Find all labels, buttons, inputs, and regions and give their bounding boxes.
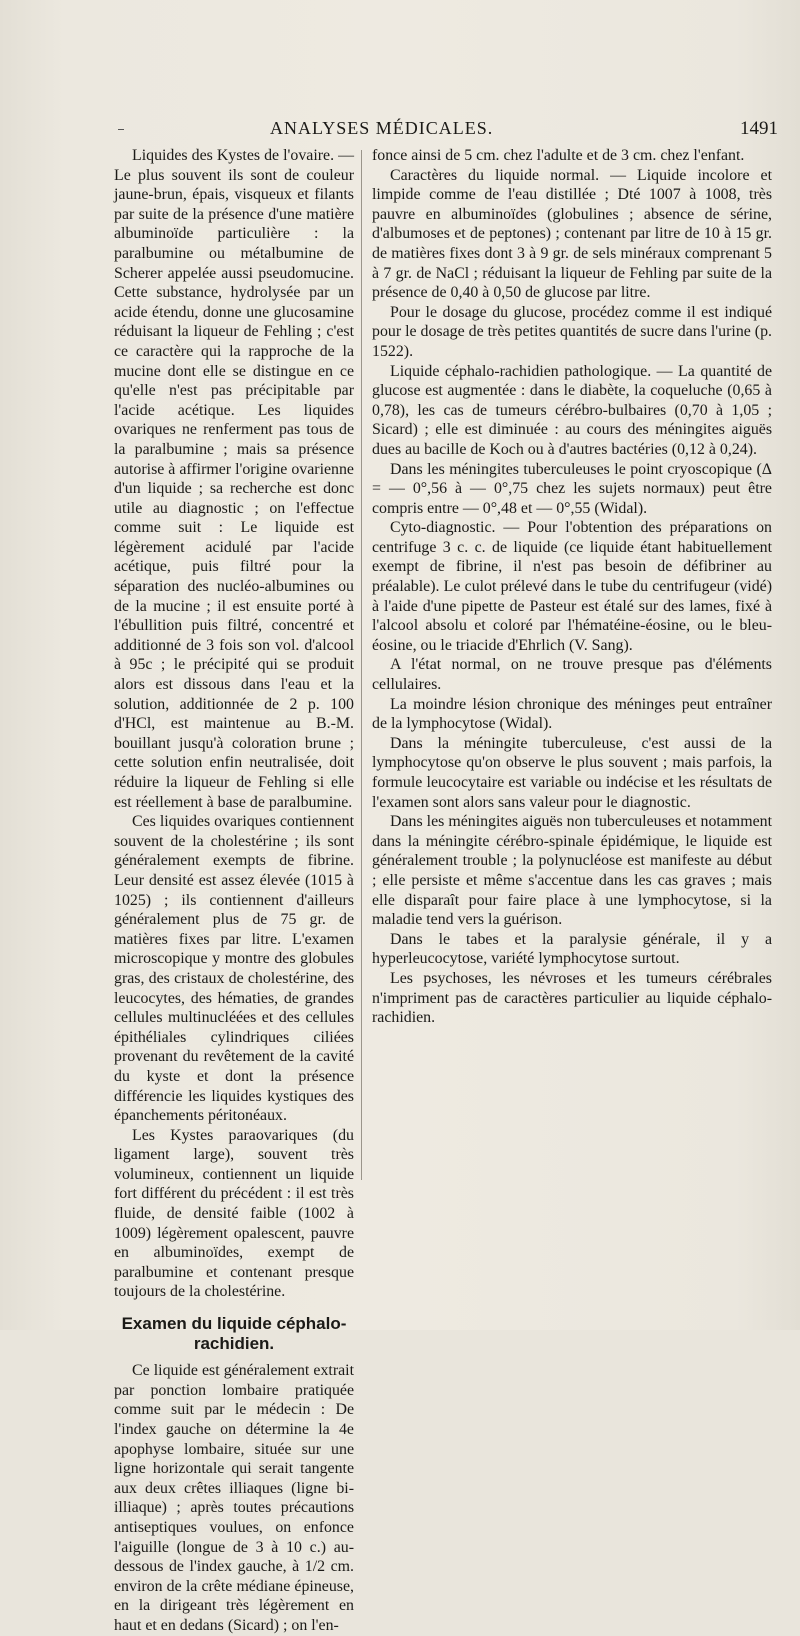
paragraph-psychoses: Les psychoses, les névroses et les tumeurs cérébrales n'impriment pas de caractères particulier au liquide céphalo-rachidien. [372, 969, 772, 1027]
section-heading: Examen du liquide céphalo-rachidien. [121, 1314, 347, 1353]
paragraph-tuberculous-meningitis: Dans la méningite tuberculeuse, c'est aussi de la lymphocytose qu'on observe le plus souvent ; mais parfois, la formule leucocytaire est variable ou indécise et les résultats de l'examen sont alors sans valeur pour le diagnostic. [372, 734, 772, 811]
paragraph-glucose-dosage: Pour le dosage du glucose, procédez comme il est indiqué pour le dosage de très petites quantités de sucre dans l'urine (p. 1522). [372, 303, 773, 360]
paragraph-acute-meningitis: Dans les méningites aiguës non tuberculeuses et notamment dans la méningite cérébro-spinale épidémique, le liquide est généralement trouble ; la polynucléose est manifeste au début ; elle persiste et même s'accentue dans les cas graves ; mais elle disparaît pour faire place à une lymphocytose, si la maladie tend vers la guérison. [372, 813, 772, 929]
paragraph-ovarian-fluid-contents: Ces liquides ovariques contiennent souvent de la cholestérine ; ils sont généralement exempts de fibrine. Leur densité est assez élevée (1015 à 1025) ; ils contiennent d'ailleurs généralement plus de 75 gr. de matières fixes par litre. L'examen microscopique y montre des globules gras, des cristaux de cholestérine, des leucocytes, des hématies, de grandes cellules multinucléées et des cellules épithéliales cylindriques ciliées provenant du revêtement de la cavité du kyste et dont la présence différencie les liquides kystiques des épanchements péritonéaux. [114, 813, 354, 1125]
paragraph-lumbar-puncture: Ce liquide est généralement extrait par ponction lombaire pratiquée comme suit par le médecin : De l'index gauche on détermine la 4e apophyse lombaire, située sur une ligne horizontale qui serait tangente aux deux crêtes illiaques (ligne bi-illiaque) ; après toutes précautions antiseptiques voulues, on enfonce l'aiguille (longue de 3 à 10 c.) au-dessous de l'index gauche, à 1/2 cm. environ de la crête médiane épineuse, en la dirigeant très légèrement en haut et en dedans (Sicard) ; on l'en- [114, 1362, 354, 1634]
paragraph-normal-state: A l'état normal, on ne trouve presque pas d'éléments cellulaires. [372, 656, 772, 694]
paragraph-chronic-lesion: La moindre lésion chronique des méninges peut entraîner de la lymphocytose (Widal). [372, 695, 772, 733]
paragraph-continuation: fonce ainsi de 5 cm. chez l'adulte et de 3 cm. chez l'enfant. [372, 147, 745, 164]
paragraph-cyto-diagnostic: Cyto-diagnostic. — Pour l'obtention des préparations on centrifuge 3 c. c. de liquide (ce liquide étant habituellement exempt de fibrine, il n'est pas besoin de défibriner au préalable). Le culot prélevé dans le tube du centrifugeur (vidé) à l'aide d'une pipette de Pasteur est étalé sur des lames, fixé à l'alcool absolu et coloré par l'hématéine-éosine, ou le bleu-éosine, ou le triacide d'Ehrlich (V. Sang). [372, 519, 772, 654]
running-title: ANALYSES MÉDICALES. [270, 118, 494, 138]
paragraph-pathological-fluid: Liquide céphalo-rachidien pathologique. — La quantité de glucose est augmentée : dans le diabète, la coqueluche (0,65 à 0,78), les cas de tumeurs cérébro-bulbaires (0,70 à 1,05 ; Sicard) ; elle est diminuée : au cours des méningites aiguës dues au bacille de Koch ou à d'autres bactéries (0,12 à 0,24). [372, 362, 772, 458]
running-head [0, 112, 800, 142]
paragraph-cryoscopic-point: Dans les méningites tuberculeuses le point cryoscopique (Δ = — 0°,56 à — 0°,75 chez les sujets normaux) peut être compris entre — 0°,48 et — 0°,55 (Widal). [372, 460, 772, 517]
right-column [372, 146, 772, 1028]
paragraph-normal-fluid: Caractères du liquide normal. — Liquide incolore et limpide comme de l'eau distillée ; Dté 1007 à 1008, très pauvre en albuminoïdes (globulines ; absence de sérine, d'albumoses et de peptones) ; contenant par litre de 10 à 15 gr. de matières fixes dont 3 à 9 gr. de sels minéraux comprenant 5 à 7 gr. de NaCl ; réduisant la liqueur de Fehling par suite de la présence de 0,40 à 0,50 de glucose par litre. [372, 166, 772, 302]
page-number: 1491 [740, 118, 778, 139]
column-divider [361, 150, 362, 1180]
paragraph-paraovarian-cysts: Les Kystes paraovariques (du ligament large), souvent très volumineux, contiennent un liquide fort différent du précédent : il est très fluide, de densité faible (1002 à 1009) légèrement opalescent, pauvre en albuminoïdes, exempt de paralbumine et contenant presque toujours de la cholestérine. [114, 1126, 354, 1301]
paragraph-ovarian-cyst-fluids: Liquides des Kystes de l'ovaire. — Le plus souvent ils sont de couleur jaune-brun, épais, visqueux et filants par suite de la présence d'une matière albuminoïde particulière : la paralbumine ou métalbumine de Scherer appelée aussi pseudomucine. Cette substance, hydrolysée par un acide étendu, donne une glucosamine réduisant la liqueur de Fehling ; c'est ce caractère qui la rapproche de la mucine dont elle se distingue en ce qu'elle n'est pas précipitable par l'acide acétique. Les liquides ovariques ne renferment pas tous de la paralbumine ; mais sa présence autorise à affirmer l'origine ovarienne d'un liquide ; sa recherche est donc utile au diagnostic ; on l'effectue comme suit : Le liquide est légèrement acidulé par l'acide acétique, puis filtré pour la séparation des nucléo-albumines ou de la mucine ; il est ensuite porté à l'ébullition puis filtré, concentré et additionné de 3 fois son vol. d'alcool à 95c ; le précipité qui se produit alors est dissous dans l'eau et la solution, additionnée de 2 p. 100 d'HCl, est maintenue au B.-M. bouillant jusqu'à coloration brune ; cette solution enfin neutralisée, doit réduire la liqueur de Fehling si elle est réellement à base de paralbumine. [114, 147, 354, 811]
header-mark [118, 129, 124, 130]
left-column [114, 146, 354, 1636]
paragraph-tabes: Dans le tabes et la paralysie générale, il y a hyperleucocytose, variété lymphocytose surtout. [372, 930, 772, 968]
